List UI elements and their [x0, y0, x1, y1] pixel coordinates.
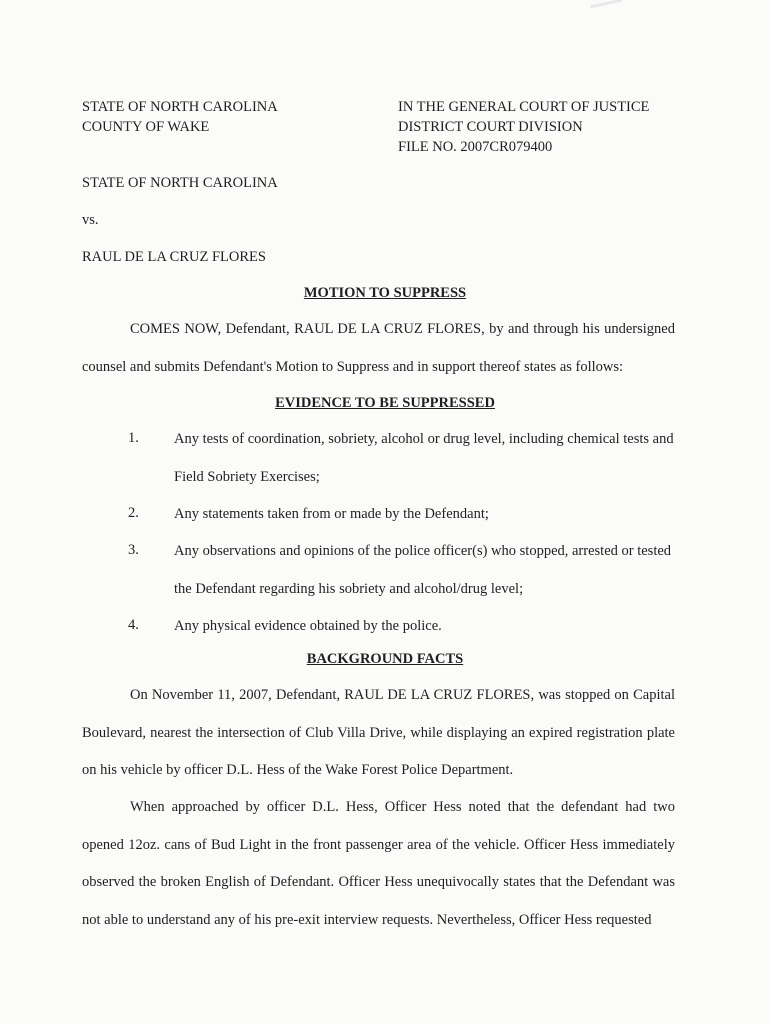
caption-court: IN THE GENERAL COURT OF JUSTICE	[398, 99, 650, 115]
intro-paragraph: COMES NOW, Defendant, RAUL DE LA CRUZ FLORES, by and through his undersigned counsel and submits Defendant's Motion to Suppress and in support thereof states as follows:	[82, 321, 675, 375]
evidence-item-text: Any physical evidence obtained by the police.	[174, 618, 442, 634]
motion-title: MOTION TO SUPPRESS	[303, 285, 467, 301]
evidence-item-number: 1.	[128, 430, 139, 446]
background-paragraph: On November 11, 2007, Defendant, RAUL DE LA CRUZ FLORES, was stopped on Capital Boulevard, nearest the intersection of Club Villa Drive, while displaying an expired registration plate on his vehicle by officer D.L. Hess of the Wake Forest Police Department.	[82, 687, 675, 778]
evidence-item-text: Any tests of coordination, sobriety, alcohol or drug level, including chemical tests and Field Sobriety Exercises;	[174, 431, 674, 485]
caption-division: DISTRICT COURT DIVISION	[398, 119, 583, 135]
evidence-heading: EVIDENCE TO BE SUPPRESSED	[275, 395, 495, 411]
party-defendant: RAUL DE LA CRUZ FLORES	[82, 249, 266, 265]
caption-file-number: FILE NO. 2007CR079400	[398, 139, 553, 155]
party-plaintiff: STATE OF NORTH CAROLINA	[82, 175, 278, 191]
evidence-item-number: 3.	[128, 542, 139, 558]
caption-left-block	[82, 97, 278, 137]
caption-right-block	[398, 97, 649, 157]
background-heading: BACKGROUND FACTS	[306, 651, 464, 667]
party-versus: vs.	[82, 212, 99, 228]
caption-county: COUNTY OF WAKE	[82, 119, 210, 135]
evidence-item-text: Any statements taken from or made by the Defendant;	[174, 506, 489, 522]
evidence-item-text: Any observations and opinions of the police officer(s) who stopped, arrested or tested the Defendant regarding his sobriety and alcohol/drug level;	[174, 543, 672, 597]
evidence-item-number: 4.	[128, 617, 139, 633]
background-paragraph: When approached by officer D.L. Hess, Officer Hess noted that the defendant had two opened 12oz. cans of Bud Light in the front passenger area of the vehicle. Officer Hess immediately observed the broken English of Defendant. Officer Hess unequivocally states that the Defendant was not able to understand any of his pre-exit interview requests. Nevertheless, Officer Hess requested	[82, 799, 675, 928]
evidence-item-number: 2.	[128, 505, 139, 521]
scan-mark	[590, 0, 622, 8]
caption-state: STATE OF NORTH CAROLINA	[82, 99, 278, 115]
